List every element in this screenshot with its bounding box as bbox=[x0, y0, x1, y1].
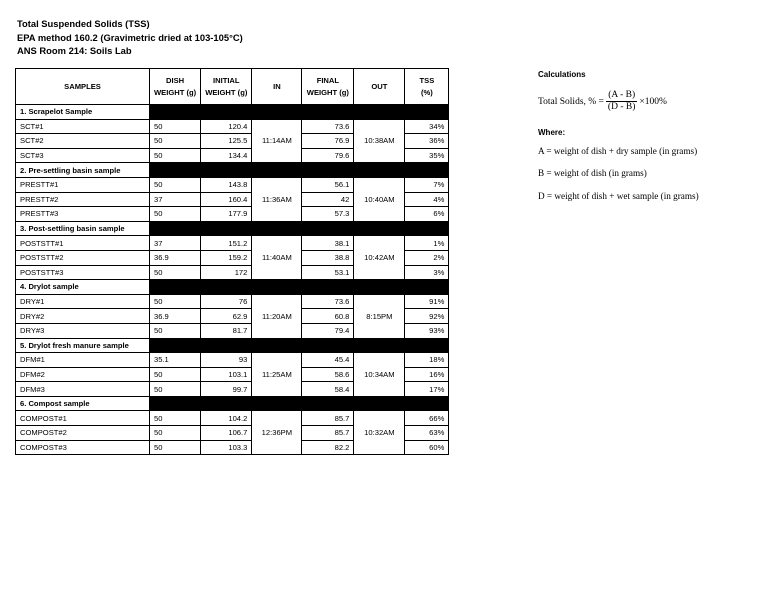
tss-percent: 60% bbox=[405, 440, 449, 455]
sample-name: DFM#1 bbox=[16, 353, 150, 368]
initial-weight: 177.9 bbox=[201, 207, 252, 222]
dish-weight: 50 bbox=[150, 177, 201, 192]
initial-weight: 159.2 bbox=[201, 250, 252, 265]
table-row bbox=[16, 119, 449, 134]
time-in: 11:20AM bbox=[252, 294, 302, 338]
section-title: 2. Pre-settling basin sample bbox=[16, 163, 150, 178]
dish-weight: 50 bbox=[150, 382, 201, 397]
final-weight: 85.7 bbox=[302, 426, 354, 441]
sample-name: DRY#2 bbox=[16, 309, 150, 324]
dish-weight: 50 bbox=[150, 294, 201, 309]
final-weight: 56.1 bbox=[302, 177, 354, 192]
document-header bbox=[17, 17, 243, 58]
dish-weight: 37 bbox=[150, 192, 201, 207]
col-in: IN bbox=[252, 69, 302, 105]
dish-weight: 50 bbox=[150, 367, 201, 382]
tss-percent: 16% bbox=[405, 367, 449, 382]
tss-percent: 93% bbox=[405, 323, 449, 338]
initial-weight: 103.3 bbox=[201, 440, 252, 455]
tss-percent: 35% bbox=[405, 148, 449, 163]
sample-name: DFM#3 bbox=[16, 382, 150, 397]
definition-a: A = weight of dish + dry sample (in grams) bbox=[538, 146, 698, 156]
col-tss: TSS (%) bbox=[405, 69, 449, 105]
initial-weight: 125.5 bbox=[201, 134, 252, 149]
dish-weight: 36.9 bbox=[150, 250, 201, 265]
initial-weight: 99.7 bbox=[201, 382, 252, 397]
section-row bbox=[16, 396, 449, 411]
time-in: 12:36PM bbox=[252, 411, 302, 455]
final-weight: 45.4 bbox=[302, 353, 354, 368]
initial-weight: 134.4 bbox=[201, 148, 252, 163]
section-bar bbox=[150, 280, 449, 295]
initial-weight: 106.7 bbox=[201, 426, 252, 441]
tss-percent: 63% bbox=[405, 426, 449, 441]
tss-formula bbox=[538, 90, 738, 113]
sample-name: DFM#2 bbox=[16, 367, 150, 382]
time-in: 11:40AM bbox=[252, 236, 302, 280]
section-bar bbox=[150, 163, 449, 178]
table-row bbox=[16, 353, 449, 368]
final-weight: 85.7 bbox=[302, 411, 354, 426]
formula-lhs: Total Solids, % = bbox=[538, 96, 604, 107]
final-weight: 38.8 bbox=[302, 250, 354, 265]
dish-weight: 50 bbox=[150, 134, 201, 149]
definition-b: B = weight of dish (in grams) bbox=[538, 168, 647, 178]
final-weight: 79.6 bbox=[302, 148, 354, 163]
sample-name: POSTSTT#3 bbox=[16, 265, 150, 280]
formula-denominator: (D - B) bbox=[607, 102, 636, 112]
final-weight: 57.3 bbox=[302, 207, 354, 222]
final-weight: 58.6 bbox=[302, 367, 354, 382]
dish-weight: 37 bbox=[150, 236, 201, 251]
section-row bbox=[16, 338, 449, 353]
tss-percent: 7% bbox=[405, 177, 449, 192]
section-row bbox=[16, 105, 449, 120]
table-row bbox=[16, 177, 449, 192]
final-weight: 58.4 bbox=[302, 382, 354, 397]
tss-percent: 4% bbox=[405, 192, 449, 207]
dish-weight: 36.9 bbox=[150, 309, 201, 324]
final-weight: 73.6 bbox=[302, 119, 354, 134]
time-out: 10:42AM bbox=[354, 236, 405, 280]
sample-name: COMPOST#2 bbox=[16, 426, 150, 441]
sample-name: PRESTT#2 bbox=[16, 192, 150, 207]
section-title: 1. Scrapelot Sample bbox=[16, 105, 150, 120]
initial-weight: 62.9 bbox=[201, 309, 252, 324]
initial-weight: 120.4 bbox=[201, 119, 252, 134]
initial-weight: 103.1 bbox=[201, 367, 252, 382]
header-room: ANS Room 214: Soils Lab bbox=[17, 45, 132, 56]
col-samples: SAMPLES bbox=[16, 69, 150, 105]
initial-weight: 143.8 bbox=[201, 177, 252, 192]
definition-d: D = weight of dish + wet sample (in grams) bbox=[538, 191, 699, 201]
final-weight: 53.1 bbox=[302, 265, 354, 280]
time-out: 10:34AM bbox=[354, 353, 405, 397]
header-title: Total Suspended Solids (TSS) bbox=[17, 18, 150, 29]
formula-multiplier: ×100% bbox=[639, 96, 667, 107]
initial-weight: 160.4 bbox=[201, 192, 252, 207]
tss-percent: 1% bbox=[405, 236, 449, 251]
calculations-panel bbox=[538, 70, 699, 201]
final-weight: 38.1 bbox=[302, 236, 354, 251]
table-row bbox=[16, 411, 449, 426]
final-weight: 76.9 bbox=[302, 134, 354, 149]
sample-name: PRESTT#1 bbox=[16, 177, 150, 192]
tss-percent: 3% bbox=[405, 265, 449, 280]
dish-weight: 50 bbox=[150, 411, 201, 426]
final-weight: 82.2 bbox=[302, 440, 354, 455]
section-bar bbox=[150, 338, 449, 353]
dish-weight: 50 bbox=[150, 265, 201, 280]
dish-weight: 50 bbox=[150, 148, 201, 163]
tss-percent: 91% bbox=[405, 294, 449, 309]
section-row bbox=[16, 163, 449, 178]
initial-weight: 104.2 bbox=[201, 411, 252, 426]
final-weight: 73.6 bbox=[302, 294, 354, 309]
section-title: 4. Drylot sample bbox=[16, 280, 150, 295]
formula-fraction bbox=[606, 90, 637, 113]
time-out: 10:40AM bbox=[354, 177, 405, 221]
tss-percent: 2% bbox=[405, 250, 449, 265]
initial-weight: 81.7 bbox=[201, 323, 252, 338]
tss-percent: 36% bbox=[405, 134, 449, 149]
time-in: 11:14AM bbox=[252, 119, 302, 163]
initial-weight: 76 bbox=[201, 294, 252, 309]
section-title: 6. Compost sample bbox=[16, 396, 150, 411]
col-out: OUT bbox=[354, 69, 405, 105]
section-bar bbox=[150, 396, 449, 411]
col-dish-weight: DISH WEIGHT (g) bbox=[150, 69, 201, 105]
time-out: 8:15PM bbox=[354, 294, 405, 338]
section-row bbox=[16, 221, 449, 236]
section-title: 3. Post-settling basin sample bbox=[16, 221, 150, 236]
table-row bbox=[16, 294, 449, 309]
section-title: 5. Drylot fresh manure sample bbox=[16, 338, 150, 353]
tss-percent: 17% bbox=[405, 382, 449, 397]
sample-name: SCT#2 bbox=[16, 134, 150, 149]
tss-percent: 34% bbox=[405, 119, 449, 134]
section-bar bbox=[150, 221, 449, 236]
initial-weight: 172 bbox=[201, 265, 252, 280]
sample-name: COMPOST#1 bbox=[16, 411, 150, 426]
formula-numerator: (A - B) bbox=[608, 90, 636, 100]
time-in: 11:36AM bbox=[252, 177, 302, 221]
final-weight: 79.4 bbox=[302, 323, 354, 338]
sample-name: DRY#1 bbox=[16, 294, 150, 309]
where-label: Where: bbox=[538, 128, 566, 137]
calculations-title: Calculations bbox=[538, 70, 586, 79]
tss-percent: 6% bbox=[405, 207, 449, 222]
initial-weight: 151.2 bbox=[201, 236, 252, 251]
header-method: EPA method 160.2 (Gravimetric dried at 103-105°C) bbox=[17, 31, 243, 43]
col-initial-weight: INITIAL WEIGHT (g) bbox=[201, 69, 252, 105]
time-out: 10:32AM bbox=[354, 411, 405, 455]
dish-weight: 50 bbox=[150, 119, 201, 134]
col-final-weight: FINAL WEIGHT (g) bbox=[302, 69, 354, 105]
table-row bbox=[16, 236, 449, 251]
dish-weight: 50 bbox=[150, 440, 201, 455]
sample-name: POSTSTT#1 bbox=[16, 236, 150, 251]
sample-name: PRESTT#3 bbox=[16, 207, 150, 222]
section-bar bbox=[150, 105, 449, 120]
initial-weight: 93 bbox=[201, 353, 252, 368]
sample-name: SCT#3 bbox=[16, 148, 150, 163]
dish-weight: 35.1 bbox=[150, 353, 201, 368]
tss-percent: 92% bbox=[405, 309, 449, 324]
sample-name: SCT#1 bbox=[16, 119, 150, 134]
tss-table bbox=[15, 68, 449, 455]
dish-weight: 50 bbox=[150, 323, 201, 338]
tss-percent: 66% bbox=[405, 411, 449, 426]
dish-weight: 50 bbox=[150, 207, 201, 222]
final-weight: 60.8 bbox=[302, 309, 354, 324]
section-row bbox=[16, 280, 449, 295]
time-out: 10:38AM bbox=[354, 119, 405, 163]
sample-name: DRY#3 bbox=[16, 323, 150, 338]
dish-weight: 50 bbox=[150, 426, 201, 441]
sample-name: POSTSTT#2 bbox=[16, 250, 150, 265]
tss-percent: 18% bbox=[405, 353, 449, 368]
final-weight: 42 bbox=[302, 192, 354, 207]
table-header-row bbox=[16, 69, 449, 105]
time-in: 11:25AM bbox=[252, 353, 302, 397]
sample-name: COMPOST#3 bbox=[16, 440, 150, 455]
